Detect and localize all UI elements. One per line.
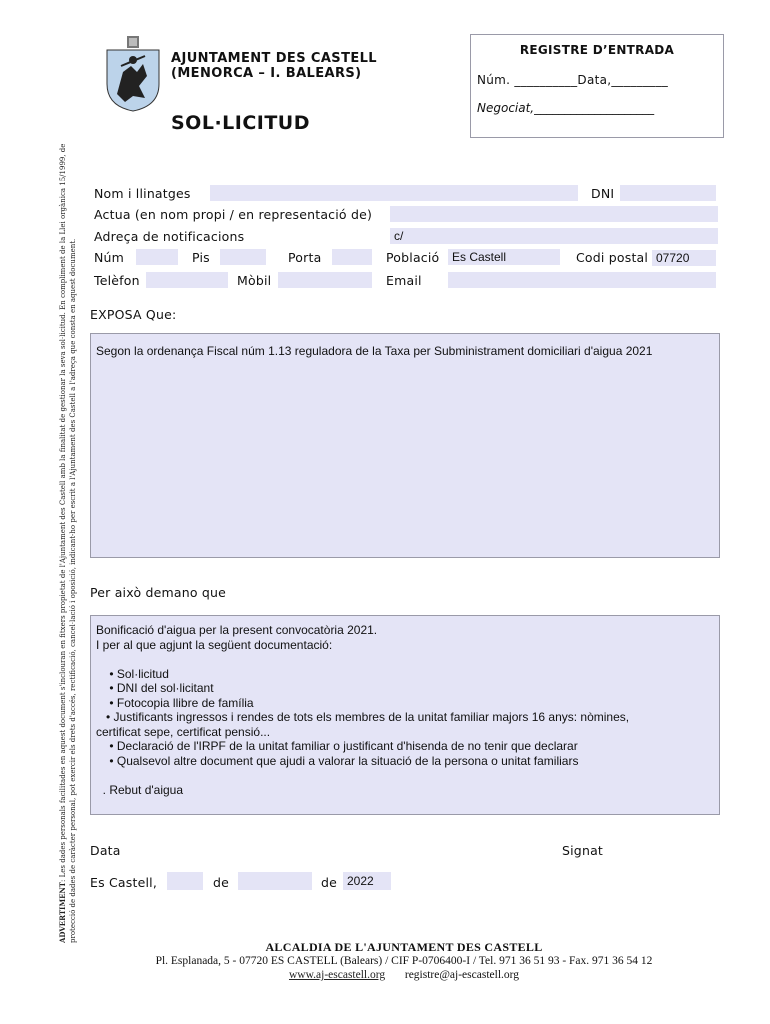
adreca-label: Adreça de notificacions — [94, 229, 245, 244]
side-notice-line2: protecció de dades de caràcter personal, pot exercir els drets d'accés, rectificació, cancel·lació i oposició, indicant-ho per escrit a l'Ajuntament des Castell a l'adreça que consta en aquest document. — [69, 238, 77, 943]
email-label: Email — [386, 273, 422, 288]
email-field[interactable] — [448, 272, 716, 288]
demano-textarea[interactable] — [90, 615, 720, 815]
de-label-1: de — [213, 875, 230, 890]
signat-label: Signat — [562, 843, 604, 858]
form-title: SOL·LICITUD — [171, 112, 311, 134]
data-label: Data — [90, 843, 121, 858]
codi-postal-label: Codi postal — [576, 250, 649, 265]
website-link[interactable]: www.aj-escastell.org — [288, 969, 386, 981]
nom-field[interactable] — [210, 185, 578, 201]
footer-title: ALCALDIA DE L'AJUNTAMENT DES CASTELL — [265, 940, 543, 954]
org-name-line2: (MENORCA – I. BALEARS) — [171, 66, 362, 81]
pis-label: Pis — [192, 250, 210, 265]
pis-field[interactable] — [220, 249, 266, 265]
demano-line: I per al que agjunt la següent documentació: — [96, 637, 333, 652]
nom-label: Nom i llinatges — [94, 186, 191, 201]
porta-field[interactable] — [332, 249, 372, 265]
exposa-label: EXPOSA Que: — [90, 307, 177, 322]
coat-of-arms-logo — [103, 36, 163, 112]
demano-line: certificat sepe, certificat pensió... — [96, 724, 271, 739]
actua-field[interactable] — [390, 206, 718, 222]
footer-email: registre@aj-escastell.org — [404, 969, 520, 981]
demano-line — [96, 652, 716, 667]
demano-label: Per això demano que — [90, 585, 227, 600]
demano-line: • Justificants ingressos i rendes de tots els membres de la unitat familiar majors 16 anys: nòmines, — [96, 710, 630, 724]
adreca-field[interactable]: c/ — [390, 228, 718, 244]
mobil-label: Mòbil — [237, 273, 272, 288]
num-field[interactable] — [136, 249, 178, 265]
month-field[interactable] — [238, 872, 312, 890]
org-name-line1: AJUNTAMENT DES CASTELL — [171, 51, 377, 66]
exposa-text: Segon la ordenança Fiscal núm 1.13 reguladora de la Taxa per Subministrament domiciliari d'aigua 2021 — [96, 344, 653, 358]
telefon-label: Telèfon — [94, 273, 140, 288]
side-notice — [58, 123, 78, 943]
footer-contacts — [90, 969, 718, 981]
mobil-field[interactable] — [278, 272, 372, 288]
num-label: Núm — [94, 250, 125, 265]
actua-label: Actua (en nom propi / en representació de) — [94, 207, 373, 222]
demano-line: • DNI del sol·licitant — [96, 681, 214, 695]
demano-text — [96, 623, 716, 797]
porta-label: Porta — [288, 250, 322, 265]
year-field[interactable]: 2022 — [343, 872, 391, 890]
codi-postal-field[interactable]: 07720 — [652, 250, 716, 266]
telefon-field[interactable] — [146, 272, 228, 288]
registry-box — [470, 34, 724, 138]
demano-line: . Rebut d'aigua — [96, 782, 184, 797]
demano-line: • Sol·licitud — [96, 666, 169, 681]
demano-line: Bonificació d'aigua per la present convocatòria 2021. — [96, 623, 378, 637]
day-field[interactable] — [167, 872, 203, 890]
footer-address: Pl. Esplanada, 5 - 07720 ES CASTELL (Balears) / CIF P-0706400-I / Tel. 971 36 51 93 - Fax. 971 36 54 12 — [155, 955, 653, 967]
de-label-2: de — [321, 875, 338, 890]
dni-field[interactable] — [620, 185, 716, 201]
poblacio-label: Població — [386, 250, 440, 265]
place-label: Es Castell, — [90, 875, 157, 890]
demano-line: • Fotocopia llibre de família — [96, 695, 254, 710]
registry-num-line: Núm. __________Data,_________ — [477, 73, 669, 87]
dni-label: DNI — [591, 186, 615, 201]
demano-line: • Qualsevol altre document que ajudi a valorar la situació de la persona o unitat familiars — [96, 753, 579, 768]
side-notice-line1: ADVERTIMENT: Les dades personals facilitades en aquest document s'inclouran en fitxers propietat de l'Ajuntament des Castell amb la finalitat de gestionar la seva sol·licitud. En compliment de la Llei orgànica 15/1999, de — [58, 143, 67, 943]
poblacio-field[interactable]: Es Castell — [448, 249, 560, 265]
registry-title: REGISTRE D’ENTRADA — [519, 43, 675, 57]
registry-negociat-line: Negociat,____________________ — [477, 101, 655, 115]
demano-line: • Declaració de l'IRPF de la unitat familiar o justificant d'hisenda de no tenir que declarar — [96, 739, 578, 753]
demano-line — [96, 768, 716, 783]
exposa-textarea[interactable] — [90, 333, 720, 558]
